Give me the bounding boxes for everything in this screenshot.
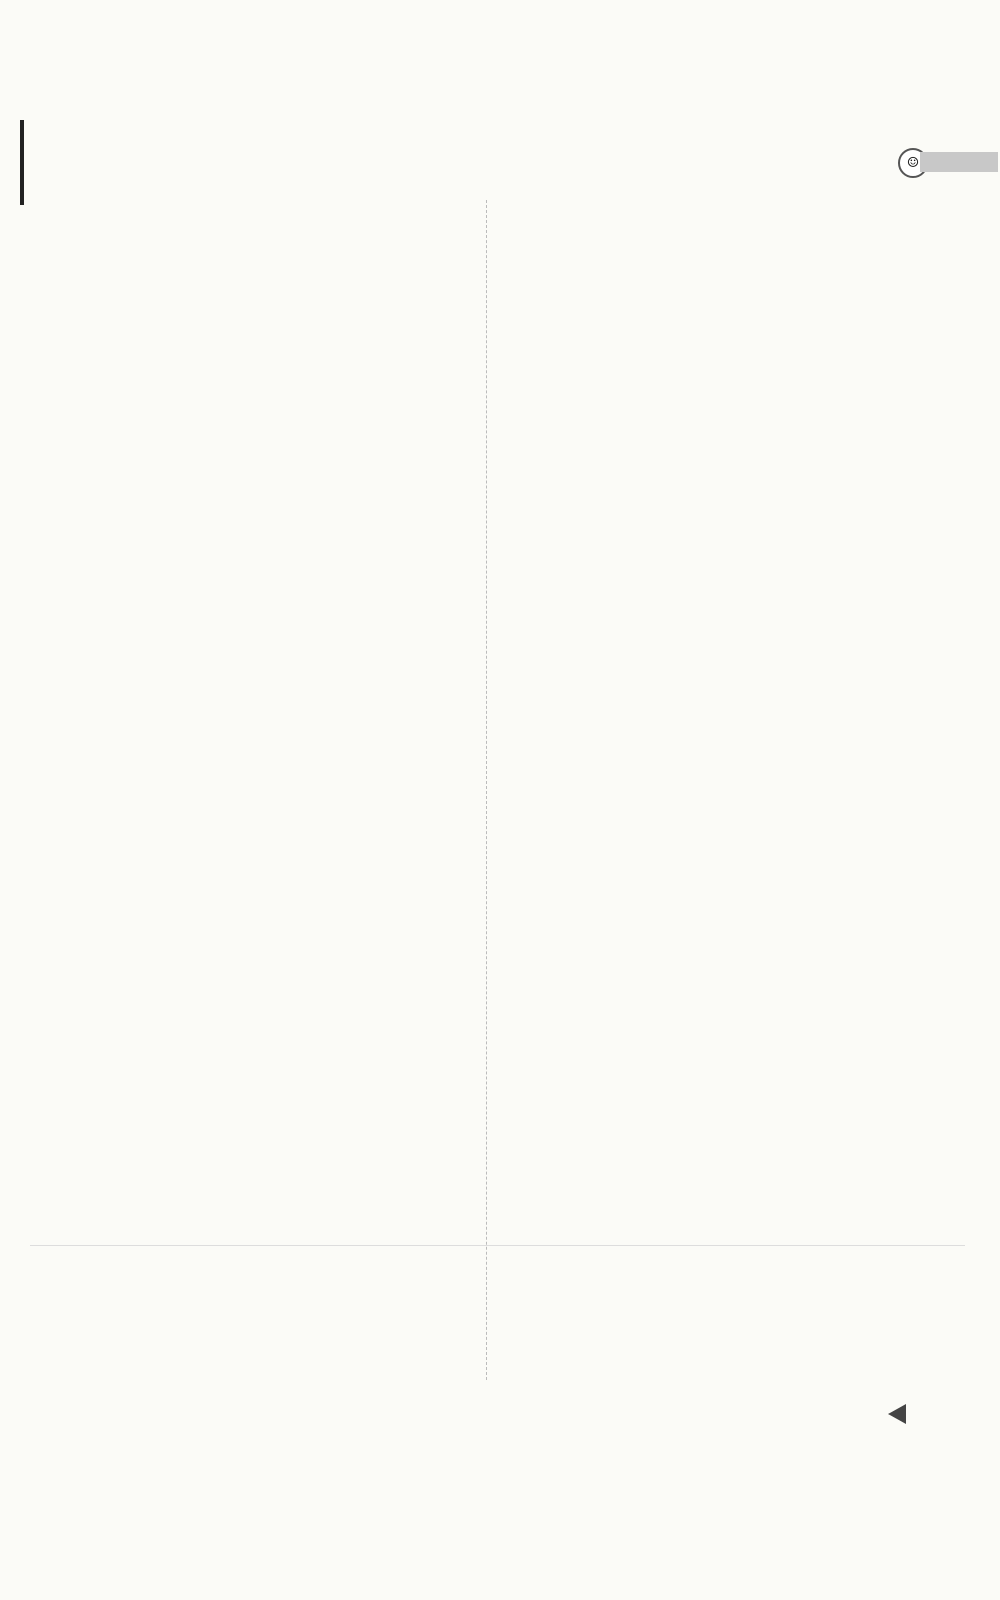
margin-mark [20,120,24,205]
right-column [505,197,905,205]
fold-line [30,1245,965,1246]
left-column [62,193,472,201]
smile-icon: ☺ [898,148,928,178]
page-arrow-icon [888,1404,906,1424]
header-bar [920,152,998,172]
column-divider [486,200,487,1380]
